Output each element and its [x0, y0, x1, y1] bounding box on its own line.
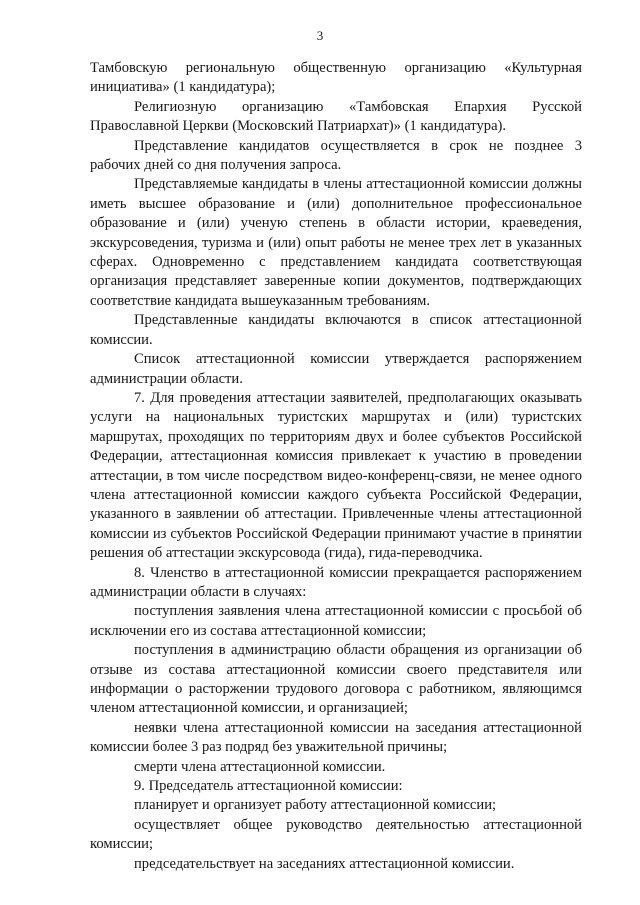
page-number: 3 — [316, 28, 324, 43]
paragraph: Представление кандидатов осуществляется в срок не позднее 3 рабочих дней со дня получения запроса. — [90, 137, 582, 174]
document-body — [90, 59, 582, 874]
paragraph: смерти члена аттестационной комиссии. — [134, 758, 386, 775]
paragraph: осуществляет общее руководство деятельностью аттестационной комиссии; — [90, 816, 582, 853]
paragraph: неявки члена аттестационной комиссии на заседания аттестационной комиссии более 3 раз подряд без уважительной причины; — [90, 719, 582, 756]
paragraph: 8. Членство в аттестационной комиссии прекращается распоряжением администрации области в случаях: — [90, 564, 582, 600]
paragraph: поступления в администрацию области обращения из организации об отзыве из состава аттестационной комиссии своего представителя или информации о расторжении трудового договора с работником, являющимся членом аттестационной комиссии, и организацией; — [90, 642, 582, 717]
paragraph: Представляемые кандидаты в члены аттестационной комиссии должны иметь высшее образование и (или) дополнительное профессиональное образование и (или) ученую степень в области истории, краеведения, экскурсоведения, туризма и (или) опыт работы не менее трех лет в указанных сферах. Одновременно с представлением кандидата соответствующая организация представляет заверенные копии документов, подтверждающих соответствие кандидата вышеуказанным требованиям. — [90, 176, 582, 309]
paragraph: 7. Для проведения аттестации заявителей, предполагающих оказывать услуги на национальных туристских маршрутах и (или) туристских маршрутах, проходящих по территориям двух и более субъектов Российской Федерации, аттестационная комиссия привлекает к участию в проведении аттестации, в том числе посредством видео-конференц-связи, не менее одного члена аттестационной комиссии каждого субъекта Российской Федерации, указанного в заявлении об аттестации. Привлеченные члены аттестационной комиссии из субъектов Российской Федерации принимают участие в принятии решения об аттестации экскурсовода (гида), гида-переводчика. — [90, 389, 582, 562]
paragraph: Список аттестационной комиссии утверждается распоряжением администрации области. — [90, 351, 582, 387]
paragraph: Религиозную организацию «Тамбовская Епархия Русской Православной Церкви (Московский Патриархат)» (1 кандидатура). — [90, 98, 582, 135]
paragraph: Представленные кандидаты включаются в список аттестационной комиссии. — [90, 312, 582, 348]
paragraph: 9. Председатель аттестационной комиссии: — [134, 778, 403, 795]
paragraph: председательствует на заседаниях аттестационной комиссии. — [134, 855, 515, 872]
paragraph: Тамбовскую региональную общественную организацию «Культурная инициатива» (1 кандидатура); — [90, 60, 582, 96]
paragraph: планирует и организует работу аттестационной комиссии; — [134, 797, 497, 814]
paragraph: поступления заявления члена аттестационной комиссии с просьбой об исключении его из состава аттестационной комиссии; — [90, 603, 582, 639]
